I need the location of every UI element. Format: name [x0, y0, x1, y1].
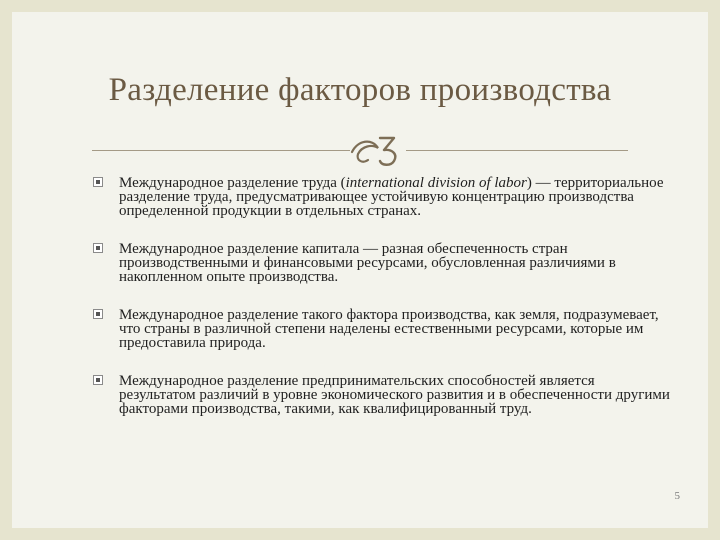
bullet-item [90, 374, 670, 416]
bullet-item [90, 176, 670, 218]
bullet-text: Международное разделение такого фактора производства, как земля, подразумевает, что страны в различной степени наделены естественными ресурсами, которые им предоставила природа. [119, 307, 659, 351]
checkbox-square-icon [93, 243, 103, 253]
bullet-text-tail: ) — территориальное разделение труда, предусматривающее устойчивую концентрацию производства определенной продукции в отдельных странах. [119, 175, 664, 219]
bullet-text-italic: international division of labor [345, 175, 527, 191]
title-divider-right [406, 150, 628, 151]
bullet-item [90, 242, 670, 284]
checkbox-square-icon [93, 177, 103, 187]
bullet-list [90, 176, 670, 440]
slide-title: Разделение факторов производства [108, 72, 612, 108]
slide [12, 12, 708, 528]
bullet-item [90, 308, 670, 350]
page-number: 5 [674, 490, 680, 502]
flourish-ornament-icon [348, 130, 410, 172]
bullet-text: Международное разделение предпринимательских способностей является результатом различий в уровне экономического развития и в обеспеченности другими факторами производства, такими, как квалифицированный труд. [119, 373, 670, 417]
checkbox-square-icon [93, 309, 103, 319]
bullet-text: Международное разделение труда ( [119, 175, 346, 191]
checkbox-square-icon [93, 375, 103, 385]
title-divider-left [92, 150, 350, 151]
bullet-text: Международное разделение капитала — разная обеспеченность стран производственными и финансовыми ресурсами, обусловленная различиями в накопленном опыте производства. [119, 241, 616, 285]
